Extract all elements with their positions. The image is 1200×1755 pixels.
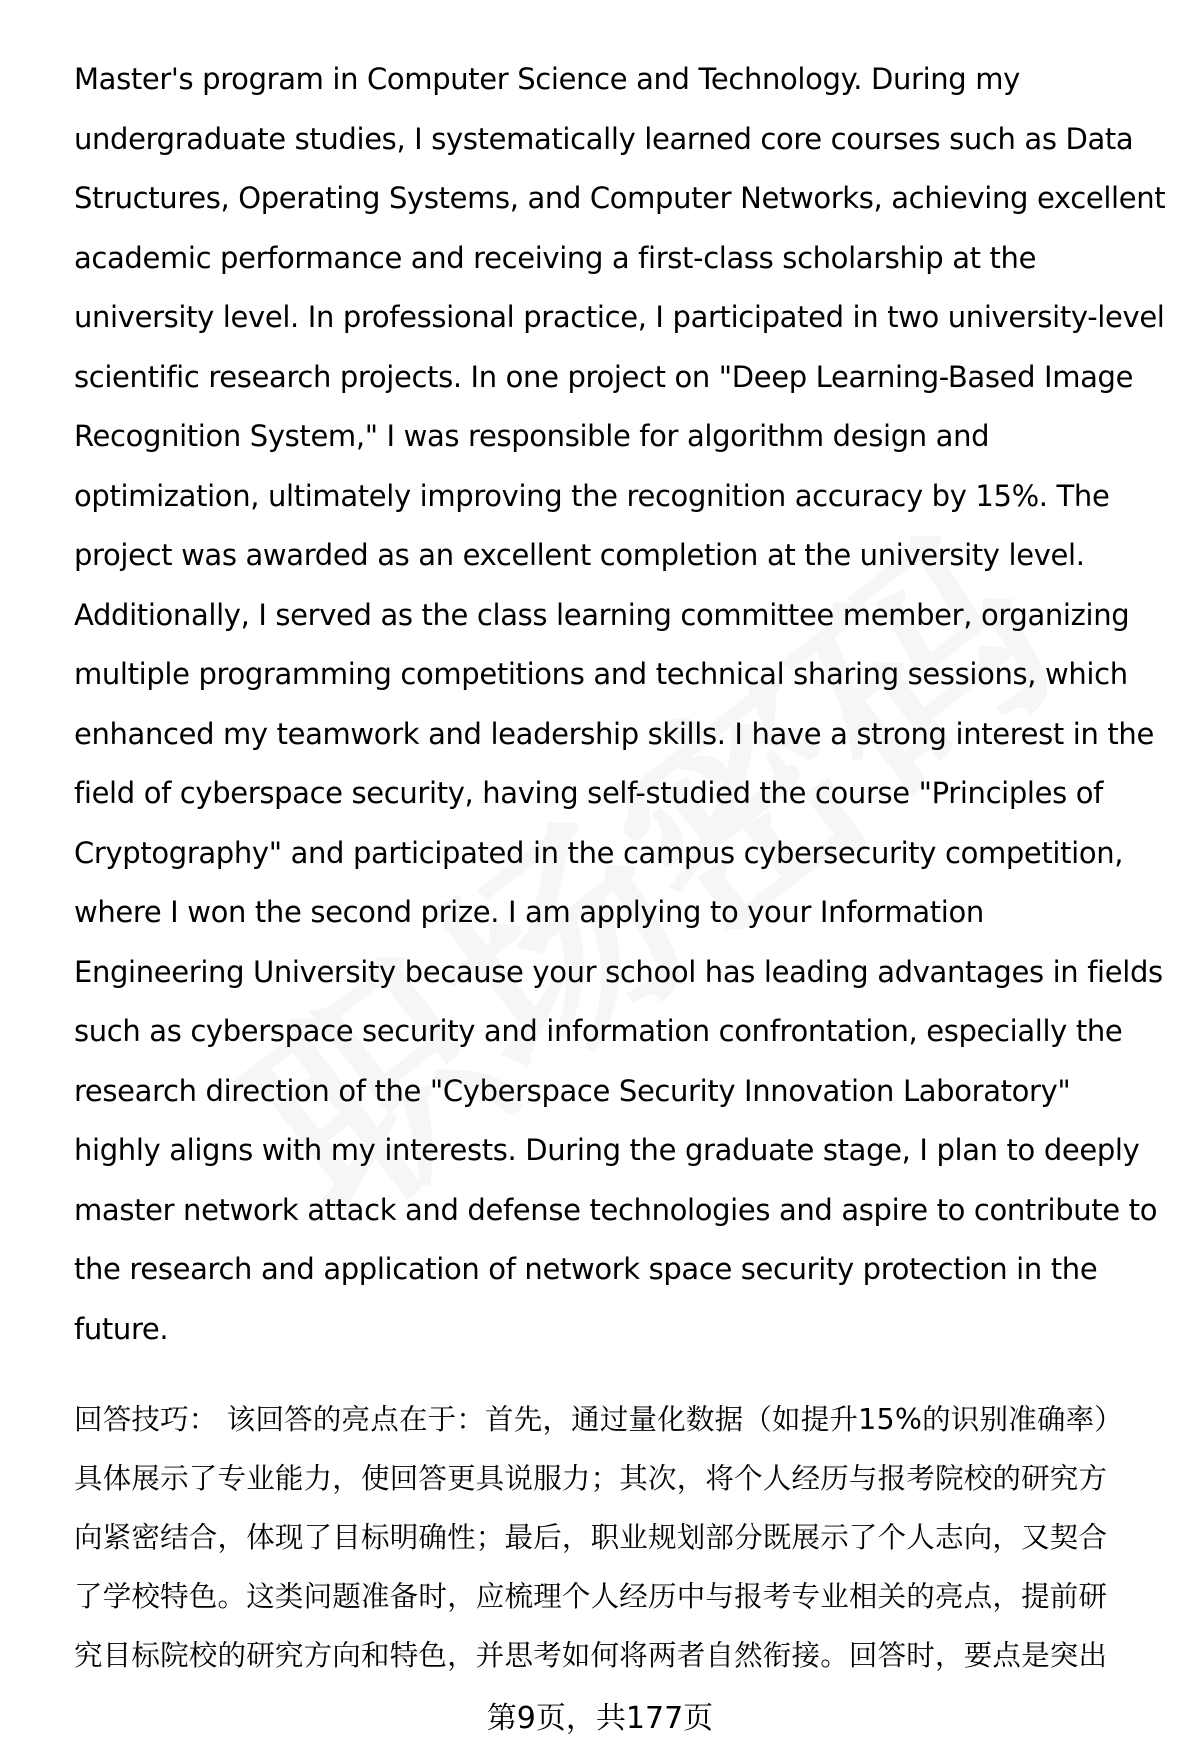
paragraph-line: the research and application of network space security protection in the [74, 1252, 1098, 1286]
paragraph-line: Cryptography" and participated in the campus cybersecurity competition, [74, 835, 1124, 870]
tips-line: 究目标院校的研究方向和特色，并思考如何将两者自然衔接。回答时，要点是突出 [74, 1639, 1108, 1672]
paragraph-line: project was awarded as an excellent completion at the university level. [74, 538, 1085, 572]
paragraph-line: research direction of the "Cyberspace Security Innovation Laboratory" [74, 1073, 1071, 1108]
tips-line: 具体展示了专业能力，使回答更具说服力；其次，将个人经历与报考院校的研究方 [74, 1462, 1108, 1495]
paragraph-line: Additionally, I served as the class learning committee member, organizing [74, 597, 1130, 632]
answer-paragraph [74, 58, 1164, 1367]
answer-tips [74, 1398, 1164, 1693]
paragraph-line: academic performance and receiving a first-class scholarship at the [74, 240, 1037, 275]
paragraph-line: scientific research projects. In one project on "Deep Learning-Based Image [74, 359, 1134, 394]
paragraph-line: multiple programming competitions and technical sharing sessions, which [74, 657, 1128, 691]
paragraph-line: enhanced my teamwork and leadership skills. I have a strong interest in the [74, 716, 1154, 751]
paragraph-line: master network attack and defense technologies and aspire to contribute to [74, 1192, 1158, 1227]
paragraph-line: future. [74, 1311, 169, 1346]
page-number: 第9页，共177页 [486, 1701, 714, 1736]
tips-line: 了学校特色。这类问题准备时，应梳理个人经历中与报考专业相关的亮点，提前研 [74, 1580, 1108, 1613]
paragraph-line: undergraduate studies, I systematically learned core courses such as Data [74, 121, 1134, 156]
tips-line: 回答技巧： 该回答的亮点在于：首先，通过量化数据（如提升15%的识别准确率） [74, 1403, 1124, 1436]
paragraph-line: Engineering University because your school has leading advantages in fields [74, 954, 1163, 989]
paragraph-line: university level. In professional practice, I participated in two university-level [74, 300, 1165, 334]
tips-line: 向紧密结合，体现了目标明确性；最后，职业规划部分既展示了个人志向，又契合 [74, 1521, 1108, 1554]
paragraph-line: Recognition System," I was responsible for algorithm design and [74, 419, 990, 453]
paragraph-line: such as cyberspace security and information confrontation, especially the [74, 1014, 1123, 1048]
paragraph-line: Master's program in Computer Science and Technology. During my [74, 62, 1020, 96]
paragraph-line: field of cyberspace security, having self-studied the course "Principles of [74, 776, 1104, 810]
paragraph-line: where I won the second prize. I am applying to your Information [74, 895, 984, 929]
paragraph-line: optimization, ultimately improving the recognition accuracy by 15%. The [74, 478, 1110, 513]
paragraph-line: highly aligns with my interests. During the graduate stage, I plan to deeply [74, 1133, 1140, 1167]
paragraph-line: Structures, Operating Systems, and Computer Networks, achieving excellent [74, 181, 1166, 215]
